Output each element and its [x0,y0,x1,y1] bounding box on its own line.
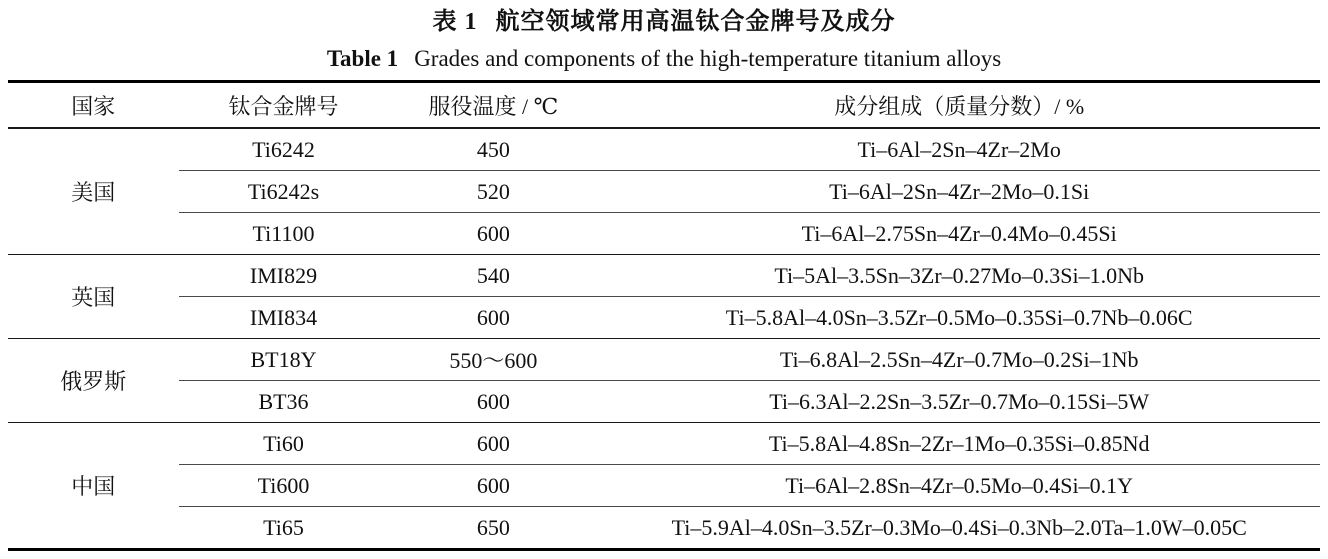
composition-cell: Ti–5.9Al–4.0Sn–3.5Zr–0.3Mo–0.4Si–0.3Nb–2.0Ta–1.0W–0.05C [671,514,1247,540]
table-row [8,297,1320,339]
alloys-table-header [8,82,1320,129]
table-row [8,213,1320,255]
composition-cell: Ti–6Al–2Sn–4Zr–2Mo–0.1Si [598,171,1320,213]
table-row [8,255,1320,297]
column-header-composition: 成分组成（质量分数）/ % [598,82,1320,129]
temperature-cell: 600 [388,381,598,423]
table-caption-zh-text: 航空领域常用高温钛合金牌号及成分 [495,9,896,35]
alloys-table-body [8,128,1320,550]
temperature-cell: 550～600 [388,339,598,381]
composition-cell: Ti–6Al–2.8Sn–4Zr–0.5Mo–0.4Si–0.1Y [598,465,1320,507]
table-caption-zh-label: 表 1 [432,9,478,35]
alloys-table [8,80,1320,551]
temperature-cell: 650 [476,514,510,540]
column-header-country: 国家 [8,82,179,129]
table-row [8,128,1320,171]
temperature-cell: 600 [388,213,598,255]
table-caption-en [0,44,1328,74]
grade-cell: Ti600 [179,465,389,507]
grade-cell: IMI834 [179,297,389,339]
composition-cell: Ti–6.8Al–2.5Sn–4Zr–0.7Mo–0.2Si–1Nb [598,339,1320,381]
temperature-cell: 600 [388,465,598,507]
table-caption-en-text: Grades and components of the high-temperature titanium alloys [414,46,1002,71]
composition-cell: Ti–6Al–2Sn–4Zr–2Mo [598,128,1320,171]
grade-cell: BT36 [179,381,389,423]
country-cell: 中国 [8,423,179,550]
temperature-cell: 600 [388,297,598,339]
table-row [8,507,1320,550]
temperature-cell: 450 [388,128,598,171]
grade-cell: Ti6242 [179,128,389,171]
grade-cell: BT18Y [179,339,389,381]
grade-cell: Ti65 [263,514,304,540]
temperature-cell: 600 [388,423,598,465]
table-caption-zh [0,8,1328,36]
grade-cell: Ti1100 [179,213,389,255]
composition-cell: Ti–6Al–2.75Sn–4Zr–0.4Mo–0.45Si [598,213,1320,255]
table-row [8,465,1320,507]
temperature-cell: 540 [388,255,598,297]
country-cell: 俄罗斯 [8,339,179,423]
grade-cell: IMI829 [179,255,389,297]
header-row [8,82,1320,129]
composition-cell: Ti–6.3Al–2.2Sn–3.5Zr–0.7Mo–0.15Si–5W [598,381,1320,423]
column-header-temperature: 服役温度 / ℃ [388,82,598,129]
table-row [8,423,1320,465]
table-row [8,381,1320,423]
composition-cell: Ti–5.8Al–4.8Sn–2Zr–1Mo–0.35Si–0.85Nd [598,423,1320,465]
table-caption-en-label: Table 1 [326,46,399,71]
composition-cell: Ti–5Al–3.5Sn–3Zr–0.27Mo–0.3Si–1.0Nb [598,255,1320,297]
table-row [8,171,1320,213]
grade-cell: Ti6242s [179,171,389,213]
composition-cell: Ti–5.8Al–4.0Sn–3.5Zr–0.5Mo–0.35Si–0.7Nb–0.06C [598,297,1320,339]
country-cell: 英国 [8,255,179,339]
grade-cell: Ti60 [179,423,389,465]
table-row [8,339,1320,381]
temperature-cell: 520 [388,171,598,213]
column-header-grade: 钛合金牌号 [179,82,389,129]
country-cell: 美国 [8,128,179,255]
